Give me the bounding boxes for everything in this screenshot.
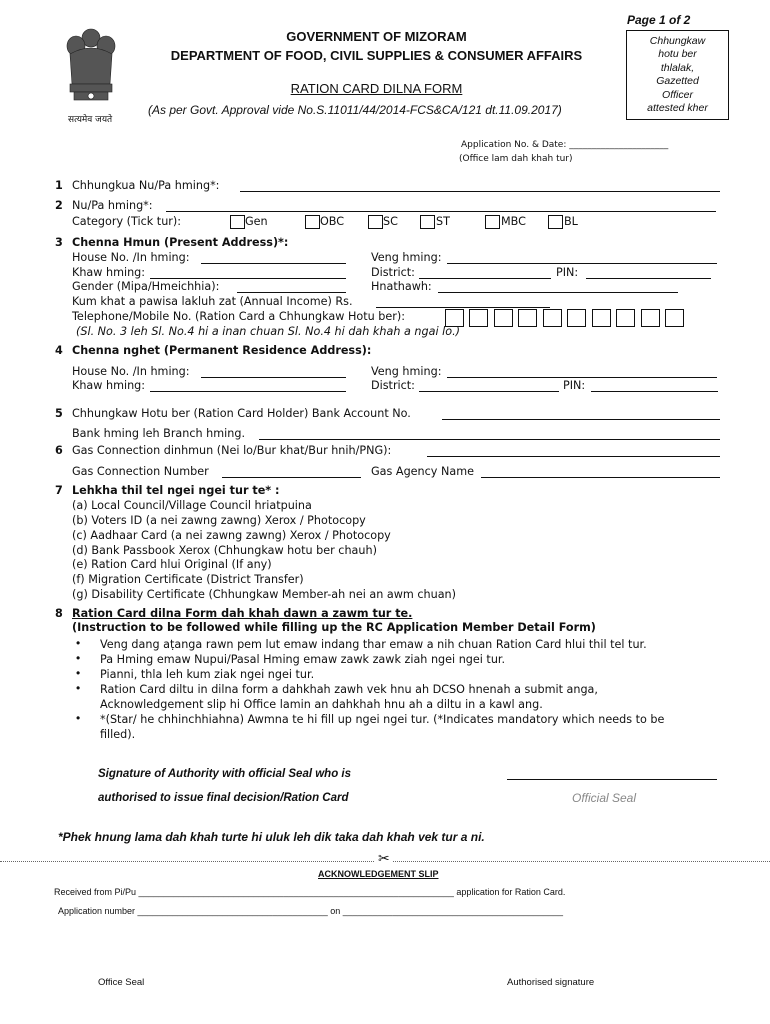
q3-gender-input[interactable] <box>237 292 346 293</box>
q3-khaw-input[interactable] <box>150 278 346 279</box>
q6-label: Gas Connection dinhmun (Nei lo/Bur khat/Bur hnih/PNG): <box>72 444 392 457</box>
q3-district-input[interactable] <box>419 278 551 279</box>
q4-district-label: District: <box>371 379 415 392</box>
q3-phone-label: Telephone/Mobile No. (Ration Card a Chhungkaw Hotu ber): <box>72 310 405 323</box>
checkbox-sc[interactable] <box>368 215 383 229</box>
q5-number: 5 <box>55 407 63 420</box>
q3-hnathawh-label: Hnathawh: <box>371 280 432 293</box>
ack-authorised-signature: Authorised signature <box>507 977 595 988</box>
q4-house-label: House No. /In hming: <box>72 365 190 378</box>
list-item: (g) Disability Certificate (Chhungkaw Member-ah nei an awm chuan) <box>72 588 457 601</box>
q7-title: Lehkha thil tel ngei ngei tur te* : <box>72 484 280 497</box>
q1-input[interactable] <box>240 191 720 192</box>
q2-number: 2 <box>55 199 63 212</box>
q6-number: 6 <box>55 444 63 457</box>
q3-gender-label: Gender (Mipa/Hmeichhia): <box>72 280 220 293</box>
page-number: Page 1 of 2 <box>627 13 691 27</box>
q4-district-input[interactable] <box>419 391 559 392</box>
q3-house-input[interactable] <box>201 263 346 264</box>
q4-khaw-label: Khaw hming: <box>72 379 146 392</box>
checkbox-bl[interactable] <box>548 215 563 229</box>
checkbox-st[interactable] <box>420 215 435 229</box>
bullet-icon: • <box>76 636 81 650</box>
form-title: RATION CARD DILNA FORM <box>290 81 463 96</box>
q4-pin-label: PIN: <box>563 379 586 392</box>
signature-label-1: Signature of Authority with official Seal who is <box>98 768 352 780</box>
application-number-field[interactable]: Application No. & Date: ______________________ <box>461 140 669 150</box>
q8-number: 8 <box>55 607 63 620</box>
q5-branch-label: Bank hming leh Branch hming. <box>72 427 246 440</box>
checkbox-gen[interactable] <box>230 215 245 229</box>
list-item: Ration Card diltu in dilna form a dahkhah zawh vek hnu ah DCSO hnenah a submit anga, <box>100 683 598 696</box>
phone-digit[interactable] <box>592 309 611 327</box>
q8-subtitle: (Instruction to be followed while filling up the RC Application Member Detail Form) <box>72 621 596 634</box>
scissors-icon: ✂ <box>375 851 393 867</box>
q1-label: Chhungkua Nu/Pa hming*: <box>72 179 220 192</box>
official-seal-label: Official Seal <box>572 791 637 805</box>
q4-pin-input[interactable] <box>591 391 718 392</box>
category-bl: BL <box>564 215 578 228</box>
q1-number: 1 <box>55 179 63 192</box>
checkbox-obc[interactable] <box>305 215 320 229</box>
q8-title: Ration Card dilna Form dah khah dawn a zawm tur te. <box>72 607 413 620</box>
q6-agency-label: Gas Agency Name <box>371 465 474 478</box>
category-obc: OBC <box>320 215 345 228</box>
list-item: Veng dang aṭanga rawn pem lut emaw indang thar emaw a nih chuan Ration Card hlui thil tel tur. <box>100 638 647 651</box>
q7-number: 7 <box>55 484 63 497</box>
phone-digit[interactable] <box>518 309 537 327</box>
emblem-motto: सत्यमेव जयते <box>68 115 113 125</box>
q4-number: 4 <box>55 344 63 357</box>
list-item: Acknowledgement slip hi Office lamin an dahkhah hnu ah a diltu in a kawl ang. <box>100 698 543 711</box>
q3-veng-label: Veng hming: <box>371 251 442 264</box>
q5-branch-input[interactable] <box>259 439 720 440</box>
phone-digit[interactable] <box>665 309 684 327</box>
q6-gas-number-input[interactable] <box>222 477 361 478</box>
q6-gas-number-label: Gas Connection Number <box>72 465 209 478</box>
ack-office-seal: Office Seal <box>98 977 145 988</box>
department-title: DEPARTMENT OF FOOD, CIVIL SUPPLIES & CONSUMER AFFAIRS <box>170 48 583 63</box>
q2-label: Nu/Pa hming*: <box>72 199 153 212</box>
phone-digit[interactable] <box>641 309 660 327</box>
signature-label-2: authorised to issue final decision/Ration Card <box>98 792 349 804</box>
q4-khaw-input[interactable] <box>150 391 346 392</box>
ack-title: ACKNOWLEDGEMENT SLIP <box>318 869 439 879</box>
q3-title: Chenna Hmun (Present Address)*: <box>72 236 289 249</box>
q6-agency-input[interactable] <box>481 477 720 478</box>
q2-input[interactable] <box>166 211 716 212</box>
q3-veng-input[interactable] <box>447 263 717 264</box>
list-item: (b) Voters ID (a nei zawng zawng) Xerox / Photocopy <box>72 514 366 527</box>
emblem-icon <box>60 24 122 112</box>
q4-veng-input[interactable] <box>447 377 717 378</box>
q3-note: (Sl. No. 3 leh Sl. No.4 hi a inan chuan Sl. No.4 hi dah khah a ngai lo.) <box>76 325 460 338</box>
list-item: (f) Migration Certificate (District Transfer) <box>72 573 304 586</box>
phone-digit[interactable] <box>616 309 635 327</box>
q3-house-label: House No. /In hming: <box>72 251 190 264</box>
list-item: *(Star/ he chhinchhiahna) Awmna te hi fill up ngei ngei tur. (*Indicates mandatory which needs to be <box>100 713 665 726</box>
q3-khaw-label: Khaw hming: <box>72 266 146 279</box>
phone-digit[interactable] <box>469 309 488 327</box>
bullet-icon: • <box>76 681 81 695</box>
ack-application-number-field[interactable]: Application number ______________________________________ on ____________________________________________ <box>58 906 563 916</box>
ack-received-field[interactable]: Received from Pi/Pu _______________________________________________________________ application for Ration Card. <box>54 887 566 897</box>
checkbox-mbc[interactable] <box>485 215 500 229</box>
q4-title: Chenna nghet (Permanent Residence Address): <box>72 344 372 357</box>
bullet-icon: • <box>76 711 81 725</box>
phone-digit[interactable] <box>567 309 586 327</box>
q3-income-label: Kum khat a pawisa lakluh zat (Annual Income) Rs. <box>72 295 353 308</box>
q3-pin-input[interactable] <box>586 278 711 279</box>
category-st: ST <box>436 215 450 228</box>
list-item: filled). <box>100 728 136 741</box>
q6-status-input[interactable] <box>427 456 720 457</box>
q3-hnathawh-input[interactable] <box>438 292 678 293</box>
category-sc: SC <box>383 215 398 228</box>
q5-label: Chhungkaw Hotu ber (Ration Card Holder) Bank Account No. <box>72 407 411 420</box>
q4-veng-label: Veng hming: <box>371 365 442 378</box>
list-item: (a) Local Council/Village Council hriatpuina <box>72 499 312 512</box>
category-gen: Gen <box>245 215 268 228</box>
phone-digit[interactable] <box>494 309 513 327</box>
category-label: Category (Tick tur): <box>72 215 182 228</box>
footnote: *Phek hnung lama dah khah turte hi uluk leh dik taka dah khah vek tur a ni. <box>58 830 485 844</box>
bullet-icon: • <box>76 651 81 665</box>
q3-number: 3 <box>55 236 63 249</box>
photo-box[interactable]: Chhungkaw hotu ber thlalak, Gazetted Officer attested kher <box>626 30 729 120</box>
list-item: (d) Bank Passbook Xerox (Chhungkaw hotu ber chauh) <box>72 544 377 557</box>
bullet-icon: • <box>76 666 81 680</box>
q5-account-input[interactable] <box>442 419 720 420</box>
q3-district-label: District: <box>371 266 415 279</box>
list-item: (c) Aadhaar Card (a nei zawng zawng) Xerox / Photocopy <box>72 529 391 542</box>
approval-note: (As per Govt. Approval vide No.S.11011/44/2014-FCS&CA/121 dt.11.09.2017) <box>148 103 562 117</box>
government-title: GOVERNMENT OF MIZORAM <box>286 29 467 44</box>
q3-pin-label: PIN: <box>556 266 579 279</box>
signature-line[interactable] <box>507 779 717 780</box>
category-mbc: MBC <box>501 215 526 228</box>
q3-income-input[interactable] <box>376 307 550 308</box>
list-item: Pianni, thla leh kum ziak ngei ngei tur. <box>100 668 315 681</box>
phone-digit[interactable] <box>543 309 562 327</box>
list-item: Pa Hming emaw Nupui/Pasal Hming emaw zawk zawk ziah ngei ngei tur. <box>100 653 506 666</box>
q4-house-input[interactable] <box>201 377 346 378</box>
list-item: (e) Ration Card hlui Original (If any) <box>72 558 272 571</box>
office-note: (Office lam dah khah tur) <box>459 154 573 164</box>
